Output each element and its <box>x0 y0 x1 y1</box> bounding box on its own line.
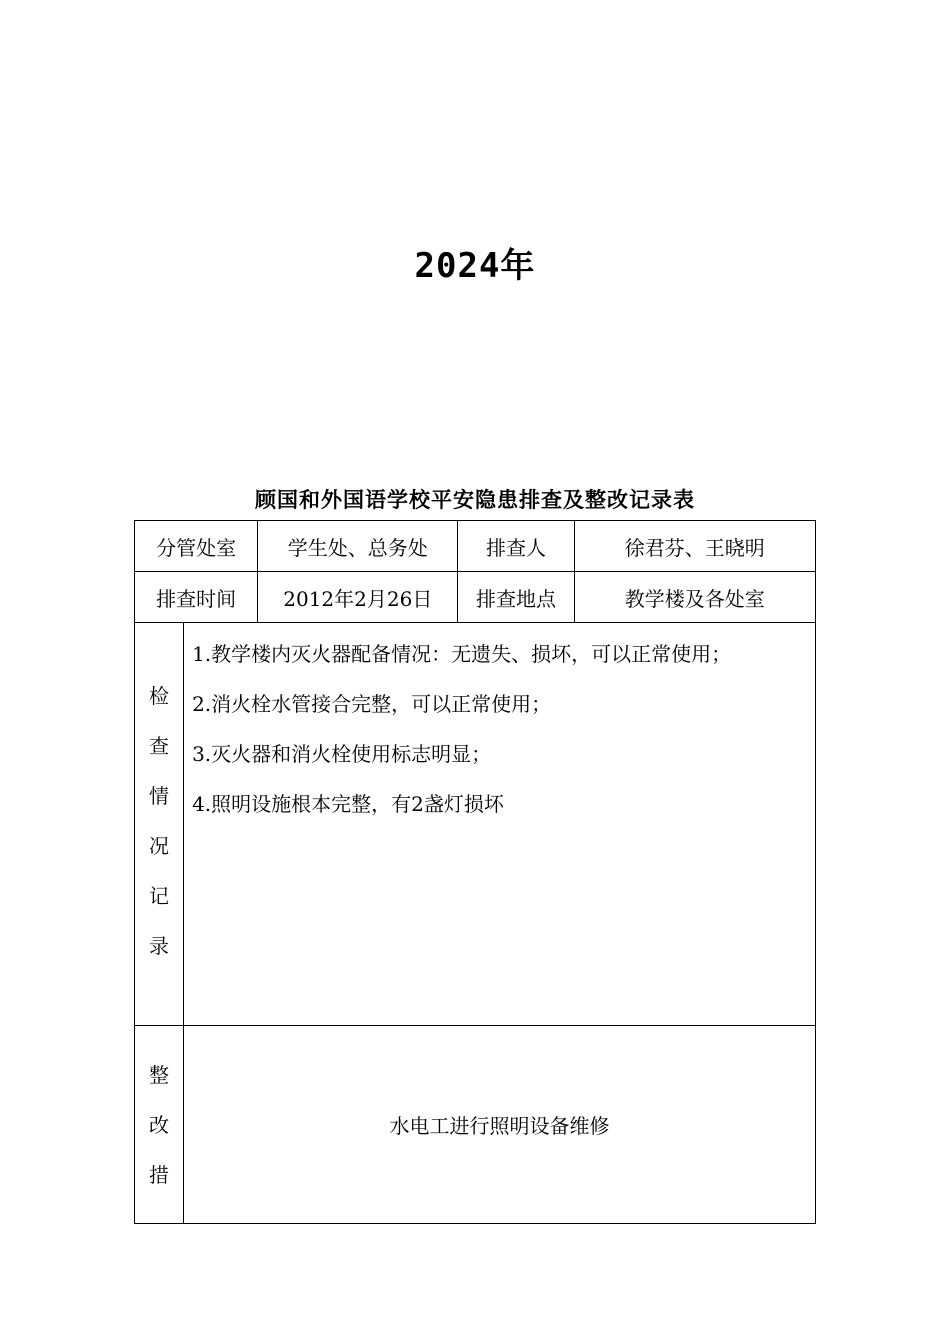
measures-label-char: 改 <box>149 1112 170 1137</box>
inspection-record-table <box>134 520 816 1224</box>
finding-item: 3.灭火器和消火栓使用标志明显； <box>192 742 492 766</box>
table-row <box>135 623 816 1026</box>
findings-label-char: 录 <box>149 934 170 958</box>
location-value: 教学楼及各处室 <box>574 572 815 623</box>
table-row <box>135 572 816 623</box>
finding-item: 1.教学楼内灭火器配备情况：无遗失、损坏，可以正常使用； <box>192 642 732 666</box>
inspector-value: 徐君芬、王晓明 <box>574 521 815 572</box>
dept-label: 分管处室 <box>135 521 258 572</box>
table-row <box>135 521 816 572</box>
dept-value: 学生处、总务处 <box>258 521 458 572</box>
form-title: 顾国和外国语学校平安隐患排查及整改记录表 <box>255 488 695 512</box>
measures-label <box>135 1026 184 1224</box>
measures-label-char: 整 <box>149 1062 170 1087</box>
findings-label-char: 况 <box>149 834 170 858</box>
finding-item: 2.消火栓水管接合完整，可以正常使用； <box>192 692 552 716</box>
measures-content: 水电工进行照明设备维修 <box>184 1026 816 1224</box>
findings-label-char: 记 <box>149 884 170 908</box>
inspector-label: 排查人 <box>458 521 574 572</box>
findings-label-char: 情 <box>149 784 170 808</box>
findings-label-char: 查 <box>149 734 170 758</box>
findings-content <box>184 623 816 1026</box>
findings-label <box>135 623 184 1026</box>
table-row <box>135 1026 816 1224</box>
year-heading: 2024年 <box>414 246 536 286</box>
time-value: 2012年2月26日 <box>258 572 458 623</box>
location-label: 排查地点 <box>458 572 574 623</box>
findings-label-char: 检 <box>149 684 170 708</box>
time-label: 排查时间 <box>135 572 258 623</box>
finding-item: 4.照明设施根本完整，有2盏灯损坏 <box>192 792 504 816</box>
measures-label-char: 措 <box>149 1162 170 1187</box>
